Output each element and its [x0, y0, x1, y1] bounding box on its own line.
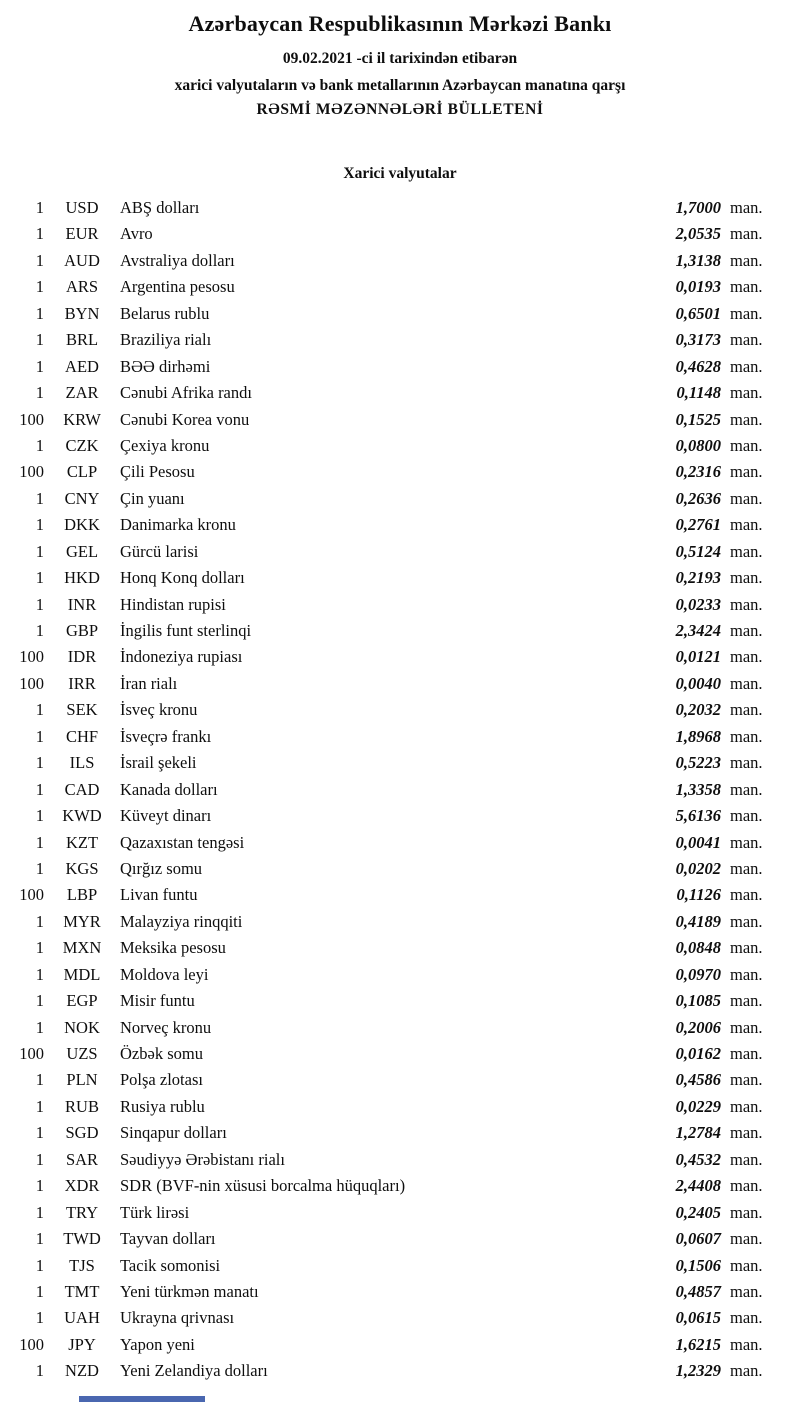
rate-value: 0,0615: [675, 1308, 721, 1328]
currency-name: SDR (BVF-nin xüsusi borcalma hüquqları): [120, 1176, 406, 1196]
table-row: [0, 803, 800, 829]
table-row: [0, 592, 800, 618]
currency-code: ARS: [65, 277, 99, 297]
table-row: [0, 1279, 800, 1305]
unit-label: man.: [730, 806, 763, 826]
currency-name: Danimarka kronu: [120, 515, 236, 535]
table-row: [0, 1253, 800, 1279]
currency-code: HKD: [64, 568, 100, 588]
unit-label: man.: [730, 964, 763, 984]
unit-label: man.: [730, 303, 763, 323]
rate-value: 0,0121: [675, 647, 721, 667]
unit-label: man.: [730, 911, 763, 931]
currency-code: TJS: [69, 1255, 95, 1275]
unit-label: man.: [730, 647, 763, 667]
currency-name: ABŞ dolları: [120, 198, 200, 217]
nominal-cell: 1: [35, 330, 44, 350]
table-row: [0, 380, 800, 406]
unit-label: man.: [730, 700, 763, 720]
table-row: [0, 644, 800, 670]
currency-name: Özbək somu: [120, 1044, 203, 1063]
table-row: [0, 830, 800, 856]
unit-label: man.: [730, 885, 763, 905]
currency-code: SAR: [65, 1149, 99, 1169]
nominal-cell: 1: [35, 700, 44, 720]
rate-value: 0,4857: [675, 1281, 721, 1301]
currency-code: BYN: [64, 303, 100, 323]
unit-label: man.: [730, 1123, 763, 1143]
nominal-cell: 1: [35, 224, 44, 244]
rate-value: 0,0193: [675, 277, 721, 297]
currency-code: CLP: [66, 462, 98, 482]
rate-value: 0,1126: [676, 885, 721, 905]
currency-name: Avro: [120, 224, 153, 244]
currency-name: Honq Konq dolları: [120, 568, 245, 588]
nominal-cell: 1: [35, 621, 44, 640]
currency-code: ILS: [69, 753, 95, 773]
unit-label: man.: [730, 277, 763, 297]
currency-code: TMT: [64, 1281, 100, 1301]
unit-label: man.: [730, 673, 763, 693]
nominal-cell: 1: [35, 383, 44, 403]
currency-code: IRR: [68, 673, 96, 693]
table-row: [0, 724, 800, 750]
nominal-cell: 1: [35, 1281, 44, 1301]
table-row: [0, 407, 800, 433]
currency-name: Tayvan dolları: [120, 1229, 216, 1249]
currency-code: CHF: [65, 726, 99, 746]
nominal-cell: 1: [35, 911, 44, 931]
table-row: [0, 512, 800, 538]
nominal-cell: 1: [35, 515, 44, 535]
unit-label: man.: [730, 541, 763, 561]
currency-code: KRW: [63, 409, 101, 429]
table-row: [0, 1200, 800, 1226]
currency-name: Tacik somonisi: [120, 1255, 221, 1275]
currency-code: GBP: [65, 621, 99, 640]
unit-label: man.: [730, 356, 763, 376]
rate-value: 0,5223: [675, 753, 721, 773]
nominal-cell: 1: [35, 541, 44, 561]
currency-name: Cənubi Korea vonu: [120, 409, 250, 429]
currency-code: IDR: [67, 647, 97, 667]
table-row: [0, 459, 800, 485]
currency-name: Ukrayna qrivnası: [120, 1308, 235, 1328]
currency-name: Argentina pesosu: [120, 277, 235, 297]
nominal-cell: 1: [35, 1361, 44, 1381]
rate-value: 2,0535: [675, 224, 721, 244]
rate-value: 1,7000: [675, 198, 721, 217]
table-row: [0, 248, 800, 274]
table-row: [0, 1305, 800, 1331]
rate-value: 0,1148: [676, 383, 721, 403]
nominal-cell: 1: [35, 594, 44, 614]
currency-name: Türk lirəsi: [120, 1202, 190, 1222]
currency-name: Gürcü larisi: [120, 541, 199, 561]
rate-value: 2,3424: [675, 621, 721, 640]
currency-name: Qırğız somu: [120, 858, 203, 878]
currency-code: KGS: [65, 858, 99, 878]
nominal-cell: 100: [19, 1044, 44, 1063]
document-header: [0, 0, 800, 119]
nominal-cell: 1: [35, 435, 44, 455]
currency-name: İngilis funt sterlinqi: [120, 621, 252, 640]
unit-label: man.: [730, 1229, 763, 1249]
table-row: [0, 777, 800, 803]
currency-code: CZK: [65, 435, 99, 455]
unit-label: man.: [730, 726, 763, 746]
nominal-cell: 1: [35, 964, 44, 984]
rate-value: 0,5124: [675, 541, 721, 561]
currency-code: EUR: [65, 224, 99, 244]
currency-name: Küveyt dinarı: [120, 806, 212, 826]
unit-label: man.: [730, 515, 763, 535]
unit-label: man.: [730, 409, 763, 429]
currency-name: Yeni Zelandiya dolları: [120, 1361, 268, 1381]
currency-code: SEK: [66, 700, 98, 720]
nominal-cell: 1: [35, 277, 44, 297]
table-row: [0, 856, 800, 882]
nominal-cell: 100: [19, 885, 44, 905]
table-row: [0, 1226, 800, 1252]
table-row: [0, 1067, 800, 1093]
unit-label: man.: [730, 594, 763, 614]
bank-name-title: Azərbaycan Respublikasının Mərkəzi Bankı: [188, 11, 612, 36]
currency-name: Yapon yeni: [120, 1334, 195, 1354]
unit-label: man.: [730, 224, 763, 244]
unit-label: man.: [730, 1149, 763, 1169]
currency-name: Braziliya rialı: [120, 330, 212, 350]
rate-value: 0,4189: [675, 911, 721, 931]
rate-value: 0,2761: [675, 515, 721, 535]
rate-value: 0,0607: [675, 1229, 721, 1249]
currency-code: MXN: [62, 938, 102, 958]
unit-label: man.: [730, 1281, 763, 1301]
table-row: [0, 1147, 800, 1173]
currency-code: GEL: [65, 541, 99, 561]
effective-date-line: 09.02.2021 -ci il tarixindən etibarən: [282, 50, 518, 67]
table-row: [0, 486, 800, 512]
table-row: [0, 1094, 800, 1120]
nominal-cell: 1: [35, 250, 44, 270]
currency-name: İsveç kronu: [120, 700, 198, 720]
nominal-cell: 1: [35, 753, 44, 773]
nominal-cell: 100: [19, 673, 44, 693]
table-row: [0, 1332, 800, 1358]
currency-code: JPY: [68, 1334, 96, 1354]
table-row: [0, 301, 800, 327]
currency-name: Çexiya kronu: [120, 435, 210, 455]
table-row: [0, 618, 800, 644]
table-row: [0, 1358, 800, 1384]
currency-name: Misir funtu: [120, 991, 195, 1011]
currency-name: Avstraliya dolları: [120, 250, 235, 270]
unit-label: man.: [730, 621, 763, 640]
rate-value: 0,0800: [675, 435, 721, 455]
rate-value: 0,4586: [675, 1070, 721, 1090]
subject-line: xarici valyutaların və bank metallarının Azərbaycan manatına qarşı: [174, 77, 626, 94]
nominal-cell: 100: [19, 1334, 44, 1354]
nominal-cell: 1: [35, 991, 44, 1011]
nominal-cell: 1: [35, 779, 44, 799]
unit-label: man.: [730, 1070, 763, 1090]
currency-code: TRY: [65, 1202, 99, 1222]
currency-name: İran rialı: [120, 673, 178, 693]
nominal-cell: 1: [35, 1229, 44, 1249]
currency-name: Polşa zlotası: [120, 1070, 203, 1090]
currency-code: DKK: [64, 515, 100, 535]
unit-label: man.: [730, 1017, 763, 1037]
unit-label: man.: [730, 1096, 763, 1116]
unit-label: man.: [730, 462, 763, 482]
partial-blue-element: [79, 1396, 205, 1402]
currency-name: İndoneziya rupiası: [120, 647, 243, 667]
unit-label: man.: [730, 1044, 763, 1063]
currency-code: UZS: [66, 1044, 98, 1063]
table-row: [0, 221, 800, 247]
rate-value: 0,6501: [675, 303, 721, 323]
table-row: [0, 1015, 800, 1041]
currency-code: TWD: [63, 1229, 101, 1249]
nominal-cell: 1: [35, 832, 44, 852]
rate-value: 0,0162: [675, 1044, 721, 1063]
section-title-foreign-currencies: Xarici valyutalar: [343, 165, 457, 182]
rate-value: 0,2006: [675, 1017, 721, 1037]
unit-label: man.: [730, 1334, 763, 1354]
currency-code: AED: [65, 356, 99, 376]
currency-code: MYR: [63, 911, 101, 931]
nominal-cell: 100: [19, 462, 44, 482]
rate-value: 1,8968: [675, 726, 721, 746]
currency-name: Meksika pesosu: [120, 938, 226, 958]
nominal-cell: 1: [35, 858, 44, 878]
nominal-cell: 1: [35, 938, 44, 958]
table-row: [0, 327, 800, 353]
currency-name: Kanada dolları: [120, 779, 218, 799]
rate-value: 0,2316: [675, 462, 721, 482]
unit-label: man.: [730, 779, 763, 799]
currency-code: USD: [65, 198, 99, 217]
nominal-cell: 1: [35, 1255, 44, 1275]
unit-label: man.: [730, 568, 763, 588]
rate-value: 0,0970: [675, 964, 721, 984]
rate-value: 0,2193: [675, 568, 721, 588]
rate-value: 1,3138: [675, 250, 721, 270]
currency-code: RUB: [65, 1096, 99, 1116]
table-row: [0, 935, 800, 961]
nominal-cell: 1: [35, 1149, 44, 1169]
unit-label: man.: [730, 383, 763, 403]
currency-code: BRL: [65, 330, 99, 350]
bulletin-title: RƏSMİ MƏZƏNNƏLƏRİ BÜLLETENİ: [256, 101, 544, 118]
rate-value: 0,0229: [675, 1096, 721, 1116]
table-row: [0, 565, 800, 591]
nominal-cell: 1: [35, 303, 44, 323]
table-row: [0, 195, 800, 221]
table-row: [0, 962, 800, 988]
currency-code: CAD: [64, 779, 100, 799]
rate-value: 1,6215: [675, 1334, 721, 1354]
currency-code: KWD: [62, 806, 102, 826]
currency-code: EGP: [66, 991, 98, 1011]
rate-value: 0,0233: [675, 594, 721, 614]
unit-label: man.: [730, 938, 763, 958]
table-row: [0, 433, 800, 459]
table-row: [0, 274, 800, 300]
currency-name: İsrail şekeli: [120, 753, 197, 773]
rate-value: 0,3173: [675, 330, 721, 350]
rate-value: 0,2405: [675, 1202, 721, 1222]
currency-code: XDR: [64, 1176, 100, 1196]
unit-label: man.: [730, 488, 763, 508]
currency-name: Malayziya rinqqiti: [120, 911, 243, 931]
rate-value: 0,1506: [675, 1255, 721, 1275]
nominal-cell: 1: [35, 806, 44, 826]
currency-code: SGD: [65, 1123, 99, 1143]
table-row: [0, 1120, 800, 1146]
currency-name: Qazaxıstan tengəsi: [120, 832, 245, 852]
currency-code: UAH: [64, 1308, 100, 1328]
currency-name: Sinqapur dolları: [120, 1123, 227, 1143]
unit-label: man.: [730, 991, 763, 1011]
rates-table: [0, 195, 800, 1385]
nominal-cell: 1: [35, 1176, 44, 1196]
rate-value: 5,6136: [675, 806, 721, 826]
currency-name: Moldova leyi: [120, 964, 209, 984]
rate-value: 0,2636: [675, 488, 721, 508]
rate-value: 0,4628: [675, 356, 721, 376]
currency-code: MDL: [63, 964, 101, 984]
currency-name: Çin yuanı: [120, 488, 185, 508]
nominal-cell: 1: [35, 1308, 44, 1328]
currency-code: LBP: [66, 885, 98, 905]
rate-value: 0,0848: [675, 938, 721, 958]
currency-name: Rusiya rublu: [120, 1096, 205, 1116]
currency-name: Cənubi Afrika randı: [120, 383, 252, 403]
unit-label: man.: [730, 435, 763, 455]
rate-value: 0,1085: [675, 991, 721, 1011]
nominal-cell: 1: [35, 1123, 44, 1143]
currency-code: PLN: [66, 1070, 98, 1090]
table-row: [0, 1173, 800, 1199]
nominal-cell: 1: [35, 1017, 44, 1037]
unit-label: man.: [730, 753, 763, 773]
table-row: [0, 539, 800, 565]
rate-value: 0,0040: [675, 673, 721, 693]
unit-label: man.: [730, 250, 763, 270]
currency-name: Livan funtu: [120, 885, 198, 905]
unit-label: man.: [730, 858, 763, 878]
currency-code: KZT: [65, 832, 99, 852]
nominal-cell: 100: [19, 647, 44, 667]
unit-label: man.: [730, 832, 763, 852]
currency-code: INR: [67, 594, 97, 614]
rate-value: 0,1525: [675, 409, 721, 429]
rate-value: 0,0041: [675, 832, 721, 852]
table-row: [0, 750, 800, 776]
currency-name: İsveçrə frankı: [120, 726, 212, 746]
rate-value: 2,4408: [675, 1176, 721, 1196]
nominal-cell: 1: [35, 726, 44, 746]
nominal-cell: 100: [19, 409, 44, 429]
nominal-cell: 1: [35, 1096, 44, 1116]
unit-label: man.: [730, 1361, 763, 1381]
rate-value: 1,3358: [675, 779, 721, 799]
currency-name: Norveç kronu: [120, 1017, 212, 1037]
unit-label: man.: [730, 1202, 763, 1222]
currency-code: AUD: [64, 250, 100, 270]
nominal-cell: 1: [35, 198, 44, 217]
table-row: [0, 882, 800, 908]
nominal-cell: 1: [35, 1070, 44, 1090]
currency-name: Hindistan rupisi: [120, 594, 226, 614]
currency-name: Belarus rublu: [120, 303, 210, 323]
table-row: [0, 988, 800, 1014]
rate-value: 1,2329: [675, 1361, 721, 1381]
table-row: [0, 671, 800, 697]
nominal-cell: 1: [35, 356, 44, 376]
rate-value: 0,4532: [675, 1149, 721, 1169]
table-row: [0, 909, 800, 935]
currency-name: Çili Pesosu: [120, 462, 195, 482]
table-row: [0, 354, 800, 380]
table-row: [0, 1041, 800, 1067]
nominal-cell: 1: [35, 568, 44, 588]
rate-value: 0,2032: [675, 700, 721, 720]
rate-value: 1,2784: [675, 1123, 721, 1143]
currency-code: CNY: [64, 488, 100, 508]
table-row: [0, 697, 800, 723]
unit-label: man.: [730, 1176, 763, 1196]
nominal-cell: 1: [35, 488, 44, 508]
currency-name: Yeni türkmən manatı: [120, 1281, 259, 1301]
unit-label: man.: [730, 330, 763, 350]
unit-label: man.: [730, 1308, 763, 1328]
currency-name: Səudiyyə Ərəbistanı rialı: [120, 1149, 285, 1169]
currency-code: NZD: [65, 1361, 99, 1381]
unit-label: man.: [730, 1255, 763, 1275]
rate-value: 0,0202: [675, 858, 721, 878]
nominal-cell: 1: [35, 1202, 44, 1222]
currency-code: NOK: [64, 1017, 100, 1037]
unit-label: man.: [730, 198, 763, 217]
currency-name: BƏƏ dirhəmi: [120, 356, 211, 376]
currency-code: ZAR: [65, 383, 99, 403]
